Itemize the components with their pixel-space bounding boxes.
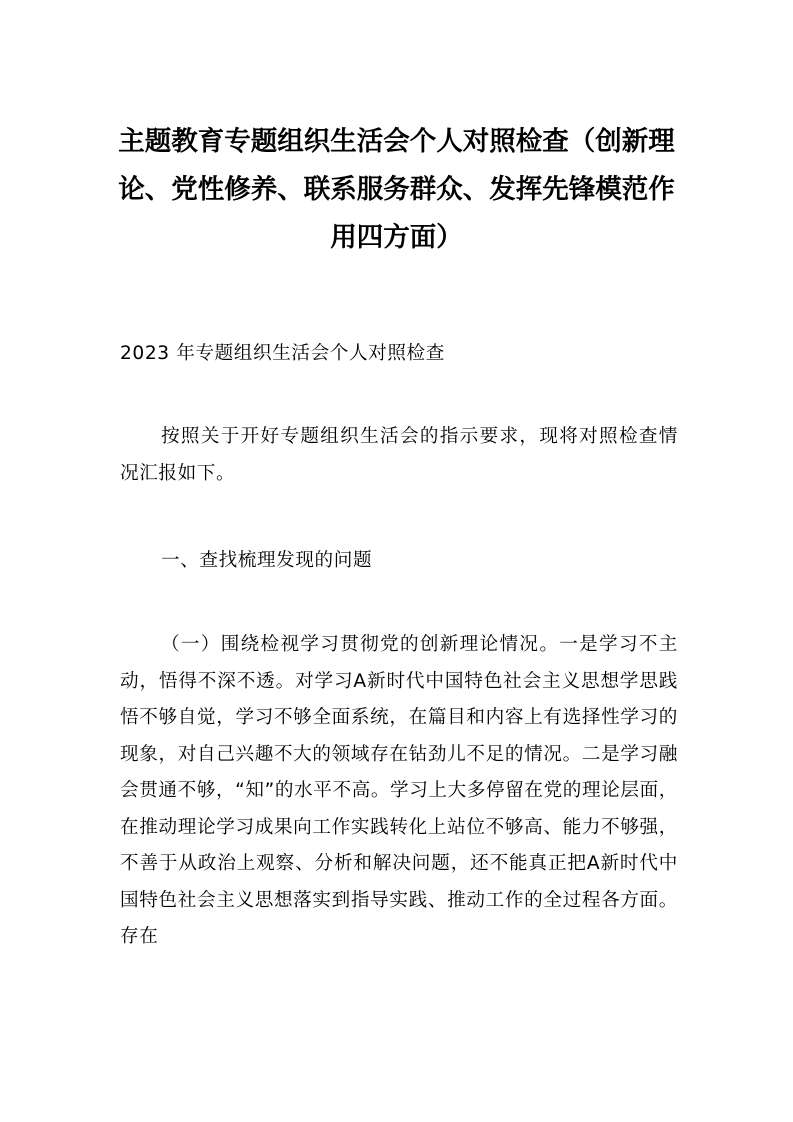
section-heading: 一、查找梳理发现的问题 <box>161 550 373 571</box>
intro-paragraph: 按照关于开好专题组织生活会的指示要求，现将对照检查情况汇报如下。 <box>120 426 678 484</box>
document-subtitle: 2023 年专题组织生活会个人对照检查 <box>120 343 445 364</box>
section-1-paragraph: （一）围绕检视学习贯彻党的创新理论情况。一是学习不主动，悟得不深不透。对学习A新时代中国特色社会主义思想学思践悟不够自觉，学习不够全面系统，在篇目和内容上有选择性学习的现象，对自己兴趣不大的领域存在钻劲儿不足的情况。二是学习融会贯通不够，“知”的水平不高。学习上大多停留在党的理论层面，在推动理论学习成果向工作实践转化上站位不够高、能力不够强，不善于从政治上观察、分析和解决问题，还不能真正把A新时代中国特色社会主义思想落实到指导实践、推动工作的全过程各方面。存在 <box>120 634 678 947</box>
document-title: 主题教育专题组织生活会个人对照检查（创新理论、党性修养、联系服务群众、发挥先锋模范作用四方面） <box>118 126 675 253</box>
